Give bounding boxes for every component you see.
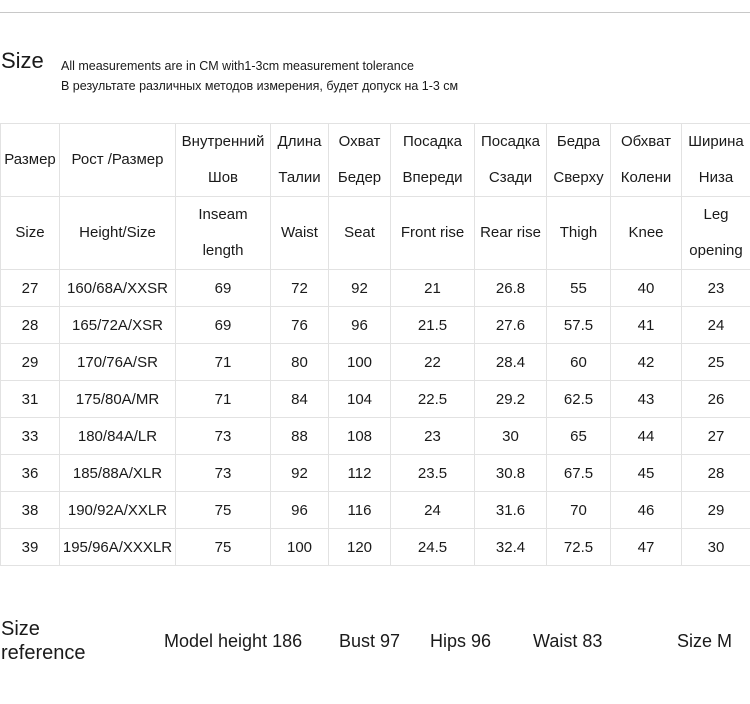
top-divider [0,12,750,13]
size-chart-table [0,123,750,566]
table-row [1,270,750,307]
header-text: Inseam [198,206,248,223]
table-cell: 73 [176,418,271,455]
size-title: Size [1,48,44,73]
table-cell: 76 [271,307,329,344]
header-text: Thigh [559,224,598,241]
model-hips: Hips 96 [430,631,492,651]
table-cell: 42 [611,344,682,381]
table-cell: 26 [682,381,750,418]
table-cell: 30 [682,529,750,566]
header-text: Front rise [400,224,465,241]
table-cell: 29 [1,344,60,381]
table-cell: 30.8 [475,455,547,492]
table-cell: 22 [391,344,475,381]
table-cell: 170/76A/SR [60,344,176,381]
header-text: Внутренний [181,133,265,150]
table-cell: 71 [176,381,271,418]
header-cell [547,197,611,270]
header-cell [271,197,329,270]
table-cell: 69 [176,270,271,307]
table-cell: 41 [611,307,682,344]
header-text: Size [15,224,45,241]
model-bust: Bust 97 [339,631,401,651]
header-cell [60,197,176,270]
header-cell [60,124,176,197]
header-text: Посадка [403,133,462,150]
header-cell [1,197,60,270]
header-text: Колени [620,169,672,186]
header-cell [547,124,611,197]
header-cell [682,197,750,270]
table-cell: 31.6 [475,492,547,529]
header-text: Рост /Размер [71,151,164,168]
table-cell: 108 [329,418,391,455]
table-cell: 165/72A/XSR [60,307,176,344]
table-cell: 65 [547,418,611,455]
header-text: opening [689,242,743,259]
table-cell: 36 [1,455,60,492]
header-cell [475,197,547,270]
size-reference-line1: Size [1,618,40,640]
header-text: Knee [628,224,664,241]
table-cell: 31 [1,381,60,418]
table-row [1,307,750,344]
table-cell: 28 [1,307,60,344]
table-cell: 27 [682,418,750,455]
table-cell: 116 [329,492,391,529]
table-cell: 22.5 [391,381,475,418]
table-cell: 33 [1,418,60,455]
header-text: length [202,242,244,259]
table-cell: 38 [1,492,60,529]
table-cell: 26.8 [475,270,547,307]
table-row [1,529,750,566]
header-text: Посадка [481,133,540,150]
header-cell [329,124,391,197]
header-cell [391,197,475,270]
header-text: Низа [698,169,734,186]
table-cell: 29.2 [475,381,547,418]
header-cell [682,124,750,197]
table-row [1,455,750,492]
header-cell [1,124,60,197]
table-cell: 28.4 [475,344,547,381]
table-cell: 28 [682,455,750,492]
table-cell: 100 [329,344,391,381]
table-cell: 104 [329,381,391,418]
measurement-notes [61,56,458,96]
table-cell: 23 [391,418,475,455]
table-cell: 71 [176,344,271,381]
table-cell: 120 [329,529,391,566]
header-text: Шов [207,169,239,186]
table-cell: 190/92A/XXLR [60,492,176,529]
table-cell: 73 [176,455,271,492]
model-waist: Waist 83 [533,631,603,651]
header-text: Leg [703,206,729,223]
size-reference-title [1,617,86,665]
table-cell: 47 [611,529,682,566]
table-cell: 30 [475,418,547,455]
table-cell: 88 [271,418,329,455]
note-russian: В результате различных методов измерения, будет допуск на 1-3 см [61,79,459,93]
table-cell: 60 [547,344,611,381]
header-text: Размер [4,151,56,168]
table-cell: 24 [682,307,750,344]
header-text: Бедер [337,169,382,186]
header-cell [329,197,391,270]
table-cell: 70 [547,492,611,529]
note-english: All measurements are in CM with1-3cm measurement tolerance [61,59,414,73]
header-text: Талии [278,169,321,186]
table-cell: 80 [271,344,329,381]
model-height: Model height 186 [164,631,303,651]
table-cell: 40 [611,270,682,307]
table-cell: 43 [611,381,682,418]
size-reference-line2: reference [1,642,86,664]
table-body [1,124,750,566]
table-cell: 21.5 [391,307,475,344]
header-text: Height/Size [79,224,156,241]
header-text: Обхват [621,133,671,150]
table-cell: 72.5 [547,529,611,566]
header-text: Длина [277,133,322,150]
table-row [1,418,750,455]
table-cell: 44 [611,418,682,455]
header-text: Rear rise [480,224,541,241]
table-cell: 96 [271,492,329,529]
header-text: Бедра [556,133,601,150]
header-cell [611,197,682,270]
header-text: Впереди [402,169,463,186]
table-cell: 27 [1,270,60,307]
table-cell: 62.5 [547,381,611,418]
table-row [1,381,750,418]
header-cell [391,124,475,197]
table-row [1,344,750,381]
table-cell: 72 [271,270,329,307]
table-cell: 67.5 [547,455,611,492]
table-cell: 21 [391,270,475,307]
table-cell: 24 [391,492,475,529]
table-cell: 92 [271,455,329,492]
header-text: Seat [344,224,375,241]
table-cell: 75 [176,492,271,529]
model-size: Size M [677,631,733,651]
table-cell: 45 [611,455,682,492]
header-cell [176,124,271,197]
table-cell: 29 [682,492,750,529]
table-cell: 195/96A/XXXLR [60,529,176,566]
table-cell: 75 [176,529,271,566]
header-text: Waist [281,224,318,241]
table-cell: 180/84A/LR [60,418,176,455]
table-cell: 185/88A/XLR [60,455,176,492]
table-cell: 25 [682,344,750,381]
table-cell: 160/68A/XXSR [60,270,176,307]
header-row-english [1,197,750,270]
table-cell: 27.6 [475,307,547,344]
table-cell: 24.5 [391,529,475,566]
header-cell [271,124,329,197]
header-text: Охват [338,133,381,150]
table-cell: 23 [682,270,750,307]
table-cell: 69 [176,307,271,344]
table-row [1,492,750,529]
header-text: Сверху [553,169,604,186]
table-cell: 175/80A/MR [60,381,176,418]
header-text: Ширина [688,133,744,150]
table-cell: 55 [547,270,611,307]
header-cell [176,197,271,270]
table-cell: 100 [271,529,329,566]
table-cell: 23.5 [391,455,475,492]
table-cell: 46 [611,492,682,529]
header-cell [475,124,547,197]
table-cell: 112 [329,455,391,492]
header-text: Сзади [488,169,533,186]
table-cell: 39 [1,529,60,566]
table-cell: 84 [271,381,329,418]
table-cell: 57.5 [547,307,611,344]
header-row-russian [1,124,750,197]
table-cell: 96 [329,307,391,344]
table-cell: 92 [329,270,391,307]
table-cell: 32.4 [475,529,547,566]
header-cell [611,124,682,197]
